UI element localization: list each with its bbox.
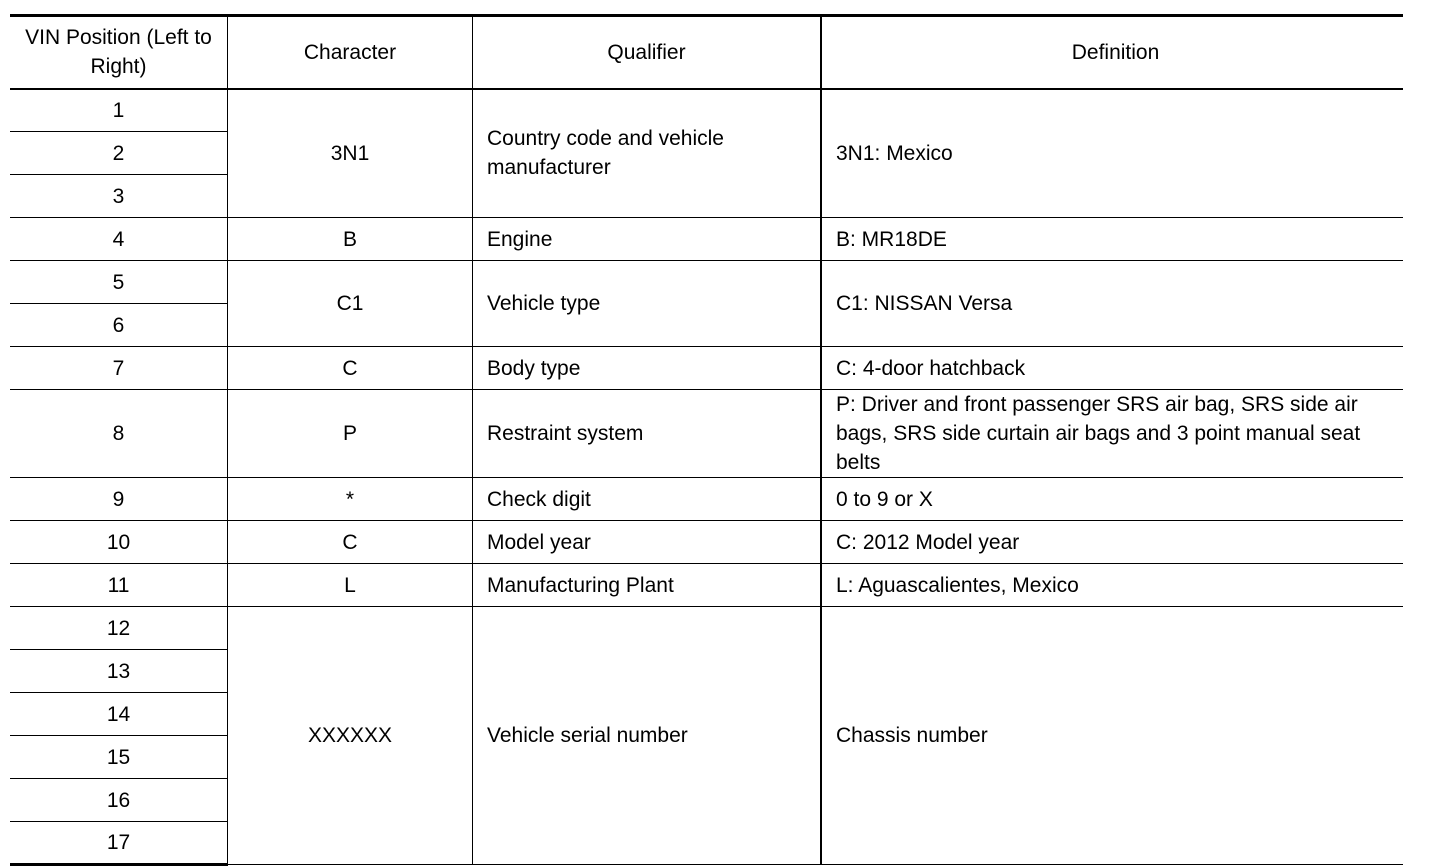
table-row (10, 347, 1403, 390)
table-row (10, 607, 1403, 650)
character-cell: C (228, 521, 473, 564)
vin-position-cell: 10 (10, 521, 228, 564)
character-cell: XXXXXX (228, 607, 473, 865)
vin-position-cell: 1 (10, 89, 228, 132)
table-row (10, 218, 1403, 261)
definition-cell: B: MR18DE (821, 218, 1403, 261)
vin-position-cell: 9 (10, 478, 228, 521)
definition-cell: L: Aguascalientes, Mexico (821, 564, 1403, 607)
character-cell: * (228, 478, 473, 521)
qualifier-cell: Engine (473, 218, 822, 261)
vin-position-cell: 8 (10, 390, 228, 478)
qualifier-cell: Check digit (473, 478, 822, 521)
table-body (10, 89, 1403, 865)
character-cell: C (228, 347, 473, 390)
qualifier-cell: Restraint system (473, 390, 822, 478)
header-vin-position: VIN Position (Left to Right) (10, 16, 228, 89)
vin-position-cell: 3 (10, 175, 228, 218)
header-qualifier: Qualifier (473, 16, 822, 89)
table-row (10, 390, 1403, 478)
table-row (10, 261, 1403, 304)
vin-position-cell: 13 (10, 650, 228, 693)
definition-cell: Chassis number (821, 607, 1403, 865)
vin-position-cell: 5 (10, 261, 228, 304)
definition-cell: 3N1: Mexico (821, 89, 1403, 218)
qualifier-cell: Body type (473, 347, 822, 390)
character-cell: L (228, 564, 473, 607)
header-row (10, 16, 1403, 89)
vin-position-cell: 4 (10, 218, 228, 261)
vin-table (10, 14, 1403, 866)
table-row (10, 521, 1403, 564)
vin-position-cell: 12 (10, 607, 228, 650)
qualifier-cell: Model year (473, 521, 822, 564)
vin-position-cell: 6 (10, 304, 228, 347)
qualifier-cell: Country code and vehicle manufacturer (473, 89, 822, 218)
qualifier-cell: Vehicle serial number (473, 607, 822, 865)
definition-cell: P: Driver and front passenger SRS air bag, SRS side air bags, SRS side curtain air bags and 3 point manual seat belts (821, 390, 1403, 478)
vin-position-cell: 15 (10, 736, 228, 779)
definition-cell: C: 4-door hatchback (821, 347, 1403, 390)
table-row (10, 89, 1403, 132)
header-character: Character (228, 16, 473, 89)
vin-position-cell: 16 (10, 779, 228, 822)
qualifier-cell: Vehicle type (473, 261, 822, 347)
vin-position-cell: 17 (10, 822, 228, 865)
definition-cell: C: 2012 Model year (821, 521, 1403, 564)
character-cell: P (228, 390, 473, 478)
vin-position-cell: 7 (10, 347, 228, 390)
vin-position-cell: 11 (10, 564, 228, 607)
vin-position-cell: 2 (10, 132, 228, 175)
qualifier-cell: Manufacturing Plant (473, 564, 822, 607)
table-row (10, 564, 1403, 607)
character-cell: 3N1 (228, 89, 473, 218)
vin-position-cell: 14 (10, 693, 228, 736)
character-cell: C1 (228, 261, 473, 347)
definition-cell: 0 to 9 or X (821, 478, 1403, 521)
character-cell: B (228, 218, 473, 261)
header-definition: Definition (821, 16, 1403, 89)
table-row (10, 478, 1403, 521)
definition-cell: C1: NISSAN Versa (821, 261, 1403, 347)
